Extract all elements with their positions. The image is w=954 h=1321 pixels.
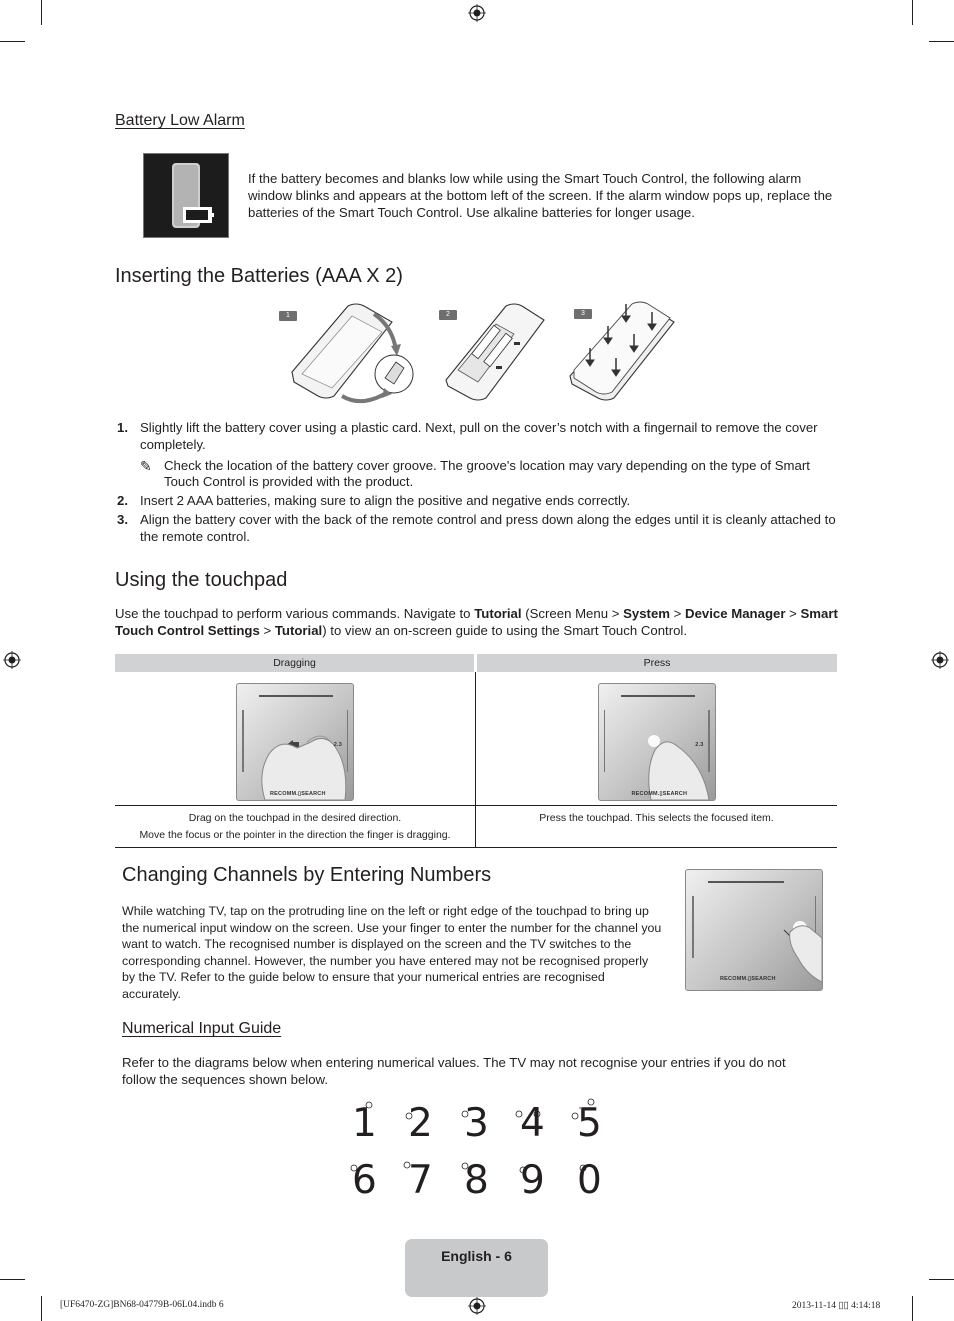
menu-tutorial: Tutorial	[474, 606, 522, 621]
battery-steps-list	[115, 420, 840, 548]
figure-label: 1	[279, 311, 297, 321]
crop-mark	[929, 41, 954, 42]
step-text: Align the battery cover with the back of the remote control and press down along the edges until it is cleanly attached to the remote control.	[140, 511, 836, 544]
digit-guide: 3	[464, 1101, 489, 1146]
page-number-label: English - 6	[441, 1248, 512, 1264]
battery-low-alarm-text: If the battery becomes and blanks low while using the Smart Touch Control, the following alarm window blinks and appears at the bottom left of the screen. If the alarm window pops up, replace the batteries of the Smart Touch Control. Use alkaline batteries for longer usage.	[248, 171, 833, 220]
finger-tap-edge-icon	[686, 870, 822, 990]
crop-mark	[912, 1296, 913, 1321]
digit-guide: 7	[408, 1158, 433, 1203]
step-item	[115, 512, 840, 546]
recomm-search-label: RECOMM.▯SEARCH	[631, 791, 688, 797]
digit-guide: 6	[352, 1158, 377, 1203]
intro-text: (Screen Menu >	[521, 606, 624, 621]
digit-guide: 8	[464, 1158, 489, 1203]
table-header-dragging: Dragging	[115, 654, 476, 672]
menu-smart-touch-control-settings: Smart Touch Control Settings	[115, 606, 838, 638]
intro-text: >	[670, 606, 686, 621]
remove-cover-illustration	[288, 300, 420, 410]
crop-mark	[41, 0, 42, 25]
press-desc: Press the touchpad. This selects the focused item.	[539, 812, 774, 824]
battery-low-alarm-heading: Battery Low Alarm	[115, 112, 245, 129]
note	[140, 458, 840, 492]
crop-mark	[0, 41, 25, 42]
pencil-note-icon: ✎	[140, 457, 152, 474]
using-touchpad-heading: Using the touchpad	[115, 569, 288, 591]
figure-label: 2	[439, 310, 457, 320]
inserting-batteries-heading: Inserting the Batteries (AAA X 2)	[115, 265, 403, 287]
digit-guide: 1	[352, 1101, 377, 1146]
digit-guide: 5	[577, 1101, 602, 1146]
attach-cover-illustration	[566, 298, 678, 404]
digit-guide: 0	[577, 1158, 602, 1203]
table-header-press: Press	[476, 654, 838, 672]
digit-guide: 9	[520, 1158, 545, 1203]
touchpad-intro	[115, 606, 840, 640]
page-number-tab	[405, 1239, 548, 1297]
crop-mark	[929, 1279, 954, 1280]
table-cell-press-desc	[476, 806, 838, 848]
crop-mark	[0, 1279, 25, 1280]
pad-volume-label: 2.3	[333, 742, 342, 748]
table-row	[115, 806, 837, 848]
registration-mark-icon	[468, 4, 486, 22]
digit-guide: 2	[408, 1101, 433, 1146]
recomm-search-label: RECOMM.▯SEARCH	[270, 791, 326, 797]
digit-guide: 4	[520, 1101, 545, 1146]
numerical-input-guide-heading: Numerical Input Guide	[122, 1020, 282, 1037]
crop-mark	[41, 1296, 42, 1321]
step-text: Insert 2 AAA batteries, making sure to align the positive and negative ends correctly.	[140, 493, 631, 509]
step-number: 3.	[117, 511, 128, 527]
battery-alarm-window-icon	[143, 153, 229, 238]
step-number: 2.	[117, 493, 128, 509]
step-item	[115, 493, 840, 510]
registration-mark-icon	[3, 651, 21, 669]
dragging-desc-line1: Drag on the touchpad in the desired direction.	[188, 812, 402, 824]
table-header-row	[115, 654, 837, 672]
print-slug-date: 2013-11-14 ▯▯ 4:14:18	[792, 1301, 881, 1311]
table-row	[115, 672, 837, 806]
registration-mark-icon	[931, 651, 949, 669]
table-cell-press-image	[476, 672, 838, 806]
numerical-input-guide-text: Refer to the diagrams below when entering numerical values. The TV may not recognise your entries if you do not follow the sequences shown below.	[122, 1055, 786, 1087]
touchpad-press-illustration	[598, 683, 716, 801]
changing-channels-heading: Changing Channels by Entering Numbers	[122, 864, 492, 886]
changing-channels-text: While watching TV, tap on the protruding line on the left or right edge of the touchpad to bring up the numerical input window on the screen. Use your finger to enter the number for the channel you want to watch. The recognised number is displayed on the screen and the TV switches to the corresponding channel. However, the number you have entered may not be recognised properly by the TV. Refer to the guide below to ensure that your numerical entries are recognised accurately.	[122, 904, 662, 1001]
crop-mark	[912, 0, 913, 25]
dragging-desc-line2: Move the focus or the pointer in the direction the finger is dragging.	[139, 828, 451, 841]
stroke-order-markers-icon	[345, 1098, 615, 1204]
recomm-search-label: RECOMM.▯SEARCH	[720, 976, 776, 982]
note-text: Check the location of the battery cover groove. The groove's location may vary depending on the type of Smart Touch Control is provided with the product.	[164, 457, 810, 490]
table-cell-dragging-desc	[115, 806, 476, 848]
registration-mark-icon	[468, 1297, 486, 1315]
touchpad-dragging-illustration	[236, 683, 354, 801]
intro-text: Use the touchpad to perform various commands. Navigate to	[115, 606, 475, 621]
step-number: 1.	[117, 420, 128, 435]
step-item	[115, 420, 840, 491]
figure-label: 3	[574, 309, 592, 319]
menu-tutorial: Tutorial	[274, 622, 323, 638]
intro-text: >	[259, 622, 275, 638]
step-text: Slightly lift the battery cover using a plastic card. Next, pull on the cover’s notch with a fingernail to remove the cover completely.	[140, 420, 818, 452]
insert-batteries-illustration	[436, 300, 548, 404]
print-slug-file: [UF6470-ZG]BN68-04779B-06L04.indb 6	[60, 1300, 224, 1310]
pad-volume-label: 2.3	[695, 742, 704, 748]
touchpad-channel-illustration	[685, 869, 823, 991]
intro-text: >	[785, 606, 801, 621]
menu-device-manager: Device Manager	[685, 606, 786, 621]
menu-system: System	[623, 606, 671, 621]
touchpad-gestures-table	[115, 654, 837, 848]
table-cell-dragging-image	[115, 672, 476, 806]
intro-text: ) to view an on-screen guide to using the Smart Touch Control.	[322, 622, 688, 638]
